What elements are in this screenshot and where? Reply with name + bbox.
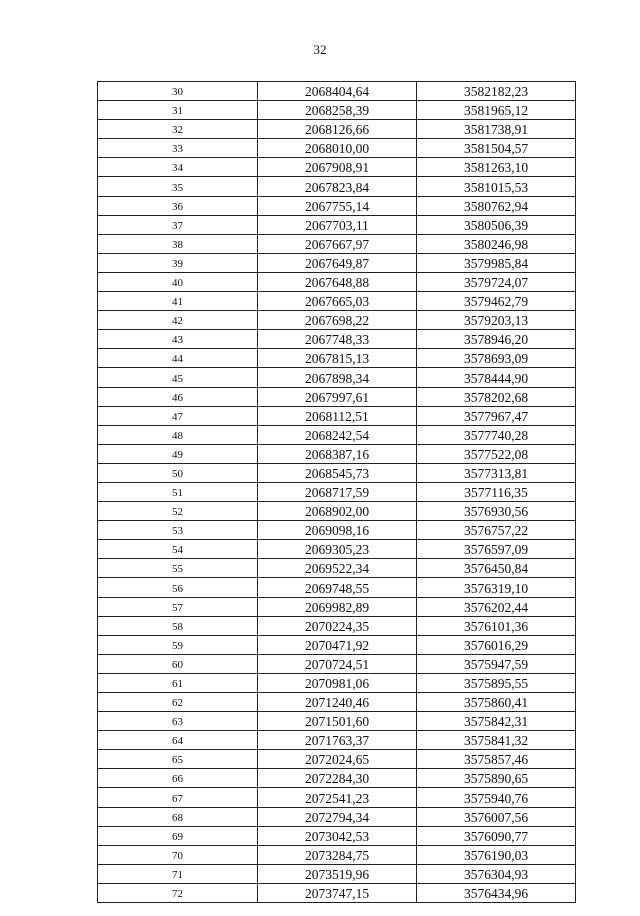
- table-row: [98, 234, 576, 253]
- x-coordinate-cell: 2067649,87: [258, 253, 417, 272]
- table-row: [98, 425, 576, 444]
- point-number-cell: 70: [98, 845, 258, 864]
- table-row: [98, 502, 576, 521]
- y-coordinate-cell: 3576434,96: [417, 883, 576, 902]
- y-coordinate-cell: 3578946,20: [417, 330, 576, 349]
- y-coordinate-cell: 3581263,10: [417, 158, 576, 177]
- point-number-cell: 69: [98, 826, 258, 845]
- y-coordinate-cell: 3581015,53: [417, 177, 576, 196]
- point-number-cell: 40: [98, 272, 258, 291]
- y-coordinate-cell: 3575841,32: [417, 731, 576, 750]
- x-coordinate-cell: 2069522,34: [258, 559, 417, 578]
- point-number-cell: 43: [98, 330, 258, 349]
- table-row: [98, 826, 576, 845]
- x-coordinate-cell: 2067815,13: [258, 349, 417, 368]
- point-number-cell: 37: [98, 215, 258, 234]
- table-row: [98, 864, 576, 883]
- y-coordinate-cell: 3580246,98: [417, 234, 576, 253]
- y-coordinate-cell: 3575890,65: [417, 769, 576, 788]
- table-row: [98, 330, 576, 349]
- y-coordinate-cell: 3577967,47: [417, 406, 576, 425]
- y-coordinate-cell: 3576304,93: [417, 864, 576, 883]
- point-number-cell: 36: [98, 196, 258, 215]
- table-row: [98, 177, 576, 196]
- table-row: [98, 349, 576, 368]
- x-coordinate-cell: 2069305,23: [258, 540, 417, 559]
- point-number-cell: 50: [98, 463, 258, 482]
- point-number-cell: 38: [98, 234, 258, 253]
- table-row: [98, 444, 576, 463]
- x-coordinate-cell: 2067703,11: [258, 215, 417, 234]
- table-row: [98, 158, 576, 177]
- x-coordinate-cell: 2067748,33: [258, 330, 417, 349]
- y-coordinate-cell: 3577522,08: [417, 444, 576, 463]
- x-coordinate-cell: 2067665,03: [258, 292, 417, 311]
- y-coordinate-cell: 3576597,09: [417, 540, 576, 559]
- x-coordinate-cell: 2068126,66: [258, 120, 417, 139]
- y-coordinate-cell: 3577313,81: [417, 463, 576, 482]
- y-coordinate-cell: 3579462,79: [417, 292, 576, 311]
- x-coordinate-cell: 2067908,91: [258, 158, 417, 177]
- point-number-cell: 45: [98, 368, 258, 387]
- x-coordinate-cell: 2069748,55: [258, 578, 417, 597]
- y-coordinate-cell: 3575842,31: [417, 712, 576, 731]
- y-coordinate-cell: 3575860,41: [417, 693, 576, 712]
- table-row: [98, 769, 576, 788]
- point-number-cell: 34: [98, 158, 258, 177]
- x-coordinate-cell: 2073042,53: [258, 826, 417, 845]
- table-row: [98, 654, 576, 673]
- table-row: [98, 597, 576, 616]
- x-coordinate-cell: 2067997,61: [258, 387, 417, 406]
- point-number-cell: 30: [98, 82, 258, 101]
- table-row: [98, 387, 576, 406]
- table-row: [98, 272, 576, 291]
- x-coordinate-cell: 2073284,75: [258, 845, 417, 864]
- table-row: [98, 673, 576, 692]
- point-number-cell: 59: [98, 635, 258, 654]
- point-number-cell: 32: [98, 120, 258, 139]
- y-coordinate-cell: 3580762,94: [417, 196, 576, 215]
- x-coordinate-cell: 2067648,88: [258, 272, 417, 291]
- y-coordinate-cell: 3581504,57: [417, 139, 576, 158]
- coordinates-table: [97, 81, 576, 903]
- y-coordinate-cell: 3578444,90: [417, 368, 576, 387]
- table-row: [98, 406, 576, 425]
- table-row: [98, 731, 576, 750]
- y-coordinate-cell: 3575857,46: [417, 750, 576, 769]
- y-coordinate-cell: 3576202,44: [417, 597, 576, 616]
- point-number-cell: 54: [98, 540, 258, 559]
- point-number-cell: 58: [98, 616, 258, 635]
- table-row: [98, 807, 576, 826]
- point-number-cell: 72: [98, 883, 258, 902]
- y-coordinate-cell: 3576450,84: [417, 559, 576, 578]
- x-coordinate-cell: 2068545,73: [258, 463, 417, 482]
- point-number-cell: 46: [98, 387, 258, 406]
- x-coordinate-cell: 2068717,59: [258, 482, 417, 501]
- point-number-cell: 60: [98, 654, 258, 673]
- y-coordinate-cell: 3577116,35: [417, 482, 576, 501]
- point-number-cell: 31: [98, 101, 258, 120]
- y-coordinate-cell: 3579724,07: [417, 272, 576, 291]
- y-coordinate-cell: 3576016,29: [417, 635, 576, 654]
- table-row: [98, 750, 576, 769]
- y-coordinate-cell: 3581965,12: [417, 101, 576, 120]
- y-coordinate-cell: 3577740,28: [417, 425, 576, 444]
- point-number-cell: 49: [98, 444, 258, 463]
- table-row: [98, 788, 576, 807]
- point-number-cell: 41: [98, 292, 258, 311]
- y-coordinate-cell: 3576930,56: [417, 502, 576, 521]
- table-row: [98, 482, 576, 501]
- point-number-cell: 39: [98, 253, 258, 272]
- x-coordinate-cell: 2067823,84: [258, 177, 417, 196]
- x-coordinate-cell: 2068902,00: [258, 502, 417, 521]
- table-row: [98, 196, 576, 215]
- table-row: [98, 883, 576, 902]
- point-number-cell: 67: [98, 788, 258, 807]
- page-number: 32: [313, 42, 327, 57]
- x-coordinate-cell: 2072541,23: [258, 788, 417, 807]
- table-row: [98, 578, 576, 597]
- table-row: [98, 253, 576, 272]
- x-coordinate-cell: 2068404,64: [258, 82, 417, 101]
- y-coordinate-cell: 3581738,91: [417, 120, 576, 139]
- x-coordinate-cell: 2068242,54: [258, 425, 417, 444]
- y-coordinate-cell: 3576190,03: [417, 845, 576, 864]
- point-number-cell: 64: [98, 731, 258, 750]
- x-coordinate-cell: 2068387,16: [258, 444, 417, 463]
- x-coordinate-cell: 2072794,34: [258, 807, 417, 826]
- table-row: [98, 120, 576, 139]
- y-coordinate-cell: 3580506,39: [417, 215, 576, 234]
- x-coordinate-cell: 2073747,15: [258, 883, 417, 902]
- table-row: [98, 311, 576, 330]
- point-number-cell: 42: [98, 311, 258, 330]
- coordinates-table-body: [98, 82, 576, 903]
- table-row: [98, 215, 576, 234]
- x-coordinate-cell: 2067667,97: [258, 234, 417, 253]
- y-coordinate-cell: 3575940,76: [417, 788, 576, 807]
- table-row: [98, 712, 576, 731]
- point-number-cell: 35: [98, 177, 258, 196]
- y-coordinate-cell: 3579203,13: [417, 311, 576, 330]
- x-coordinate-cell: 2073519,96: [258, 864, 417, 883]
- table-row: [98, 540, 576, 559]
- x-coordinate-cell: 2070471,92: [258, 635, 417, 654]
- y-coordinate-cell: 3578202,68: [417, 387, 576, 406]
- y-coordinate-cell: 3576319,10: [417, 578, 576, 597]
- table-row: [98, 101, 576, 120]
- point-number-cell: 66: [98, 769, 258, 788]
- table-row: [98, 292, 576, 311]
- point-number-cell: 68: [98, 807, 258, 826]
- table-row: [98, 139, 576, 158]
- point-number-cell: 61: [98, 673, 258, 692]
- x-coordinate-cell: 2069982,89: [258, 597, 417, 616]
- y-coordinate-cell: 3578693,09: [417, 349, 576, 368]
- y-coordinate-cell: 3576757,22: [417, 521, 576, 540]
- y-coordinate-cell: 3575895,55: [417, 673, 576, 692]
- y-coordinate-cell: 3582182,23: [417, 82, 576, 101]
- x-coordinate-cell: 2071763,37: [258, 731, 417, 750]
- point-number-cell: 44: [98, 349, 258, 368]
- x-coordinate-cell: 2071501,60: [258, 712, 417, 731]
- x-coordinate-cell: 2070724,51: [258, 654, 417, 673]
- x-coordinate-cell: 2072284,30: [258, 769, 417, 788]
- x-coordinate-cell: 2067698,22: [258, 311, 417, 330]
- x-coordinate-cell: 2067755,14: [258, 196, 417, 215]
- y-coordinate-cell: 3575947,59: [417, 654, 576, 673]
- x-coordinate-cell: 2069098,16: [258, 521, 417, 540]
- x-coordinate-cell: 2068258,39: [258, 101, 417, 120]
- point-number-cell: 47: [98, 406, 258, 425]
- point-number-cell: 57: [98, 597, 258, 616]
- point-number-cell: 63: [98, 712, 258, 731]
- y-coordinate-cell: 3579985,84: [417, 253, 576, 272]
- table-row: [98, 521, 576, 540]
- x-coordinate-cell: 2070224,35: [258, 616, 417, 635]
- x-coordinate-cell: 2072024,65: [258, 750, 417, 769]
- x-coordinate-cell: 2068010,00: [258, 139, 417, 158]
- table-row: [98, 635, 576, 654]
- y-coordinate-cell: 3576101,36: [417, 616, 576, 635]
- table-row: [98, 845, 576, 864]
- point-number-cell: 33: [98, 139, 258, 158]
- table-row: [98, 616, 576, 635]
- point-number-cell: 52: [98, 502, 258, 521]
- point-number-cell: 71: [98, 864, 258, 883]
- x-coordinate-cell: 2070981,06: [258, 673, 417, 692]
- point-number-cell: 56: [98, 578, 258, 597]
- x-coordinate-cell: 2068112,51: [258, 406, 417, 425]
- x-coordinate-cell: 2067898,34: [258, 368, 417, 387]
- point-number-cell: 48: [98, 425, 258, 444]
- point-number-cell: 51: [98, 482, 258, 501]
- point-number-cell: 65: [98, 750, 258, 769]
- table-row: [98, 368, 576, 387]
- y-coordinate-cell: 3576090,77: [417, 826, 576, 845]
- y-coordinate-cell: 3576007,56: [417, 807, 576, 826]
- point-number-cell: 55: [98, 559, 258, 578]
- x-coordinate-cell: 2071240,46: [258, 693, 417, 712]
- point-number-cell: 53: [98, 521, 258, 540]
- table-row: [98, 559, 576, 578]
- table-row: [98, 463, 576, 482]
- point-number-cell: 62: [98, 693, 258, 712]
- table-row: [98, 82, 576, 101]
- table-row: [98, 693, 576, 712]
